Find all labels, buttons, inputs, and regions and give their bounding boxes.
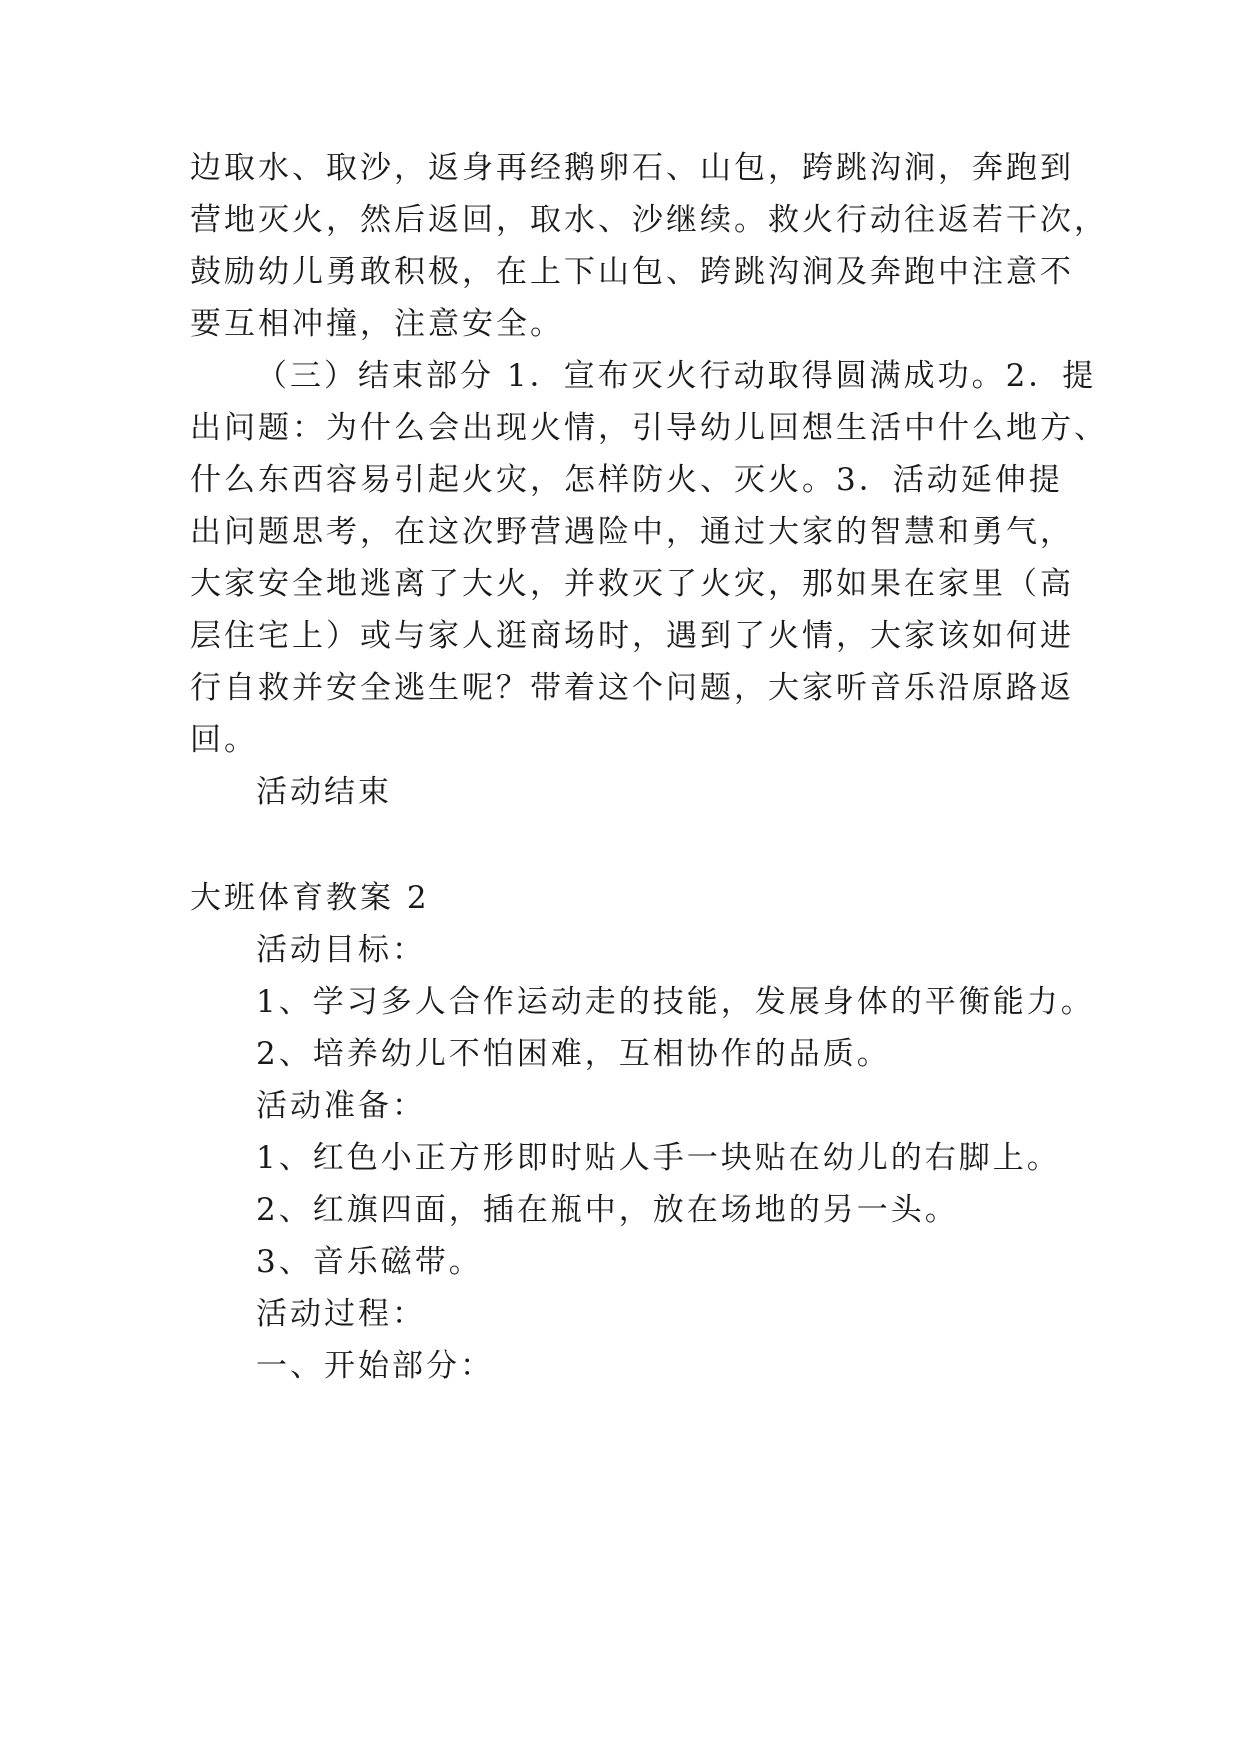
paragraph-line: 层住宅上）或与家人逛商场时，遇到了火情，大家该如何进 xyxy=(190,618,1074,654)
activity-end-label: 活动结束 xyxy=(256,774,392,810)
paragraph-line: 大家安全地逃离了大火，并救灭了火灾，那如果在家里（高 xyxy=(190,566,1074,602)
paragraph-line: 行自救并安全逃生呢？带着这个问题，大家听音乐沿原路返 xyxy=(190,670,1074,706)
paragraph-line: 营地灭火，然后返回，取水、沙继续。救火行动往返若干次， xyxy=(190,202,1108,238)
prep-item: 3、音乐磁带。 xyxy=(256,1244,483,1280)
prep-item: 1、红色小正方形即时贴人手一块贴在幼儿的右脚上。 xyxy=(256,1140,1061,1176)
paragraph-line: 鼓励幼儿勇敢积极，在上下山包、跨跳沟涧及奔跑中注意不 xyxy=(190,254,1074,290)
paragraph-line: 回。 xyxy=(190,722,258,758)
section-title: 大班体育教案 2 xyxy=(190,880,430,916)
paragraph-line: 要互相冲撞，注意安全。 xyxy=(190,306,564,342)
process-step: 一、开始部分： xyxy=(256,1348,494,1384)
goals-heading: 活动目标： xyxy=(256,932,426,968)
paragraph-line: 边取水、取沙，返身再经鹅卵石、山包，跨跳沟涧，奔跑到 xyxy=(190,150,1074,186)
paragraph-line: 出问题思考，在这次野营遇险中，通过大家的智慧和勇气， xyxy=(190,514,1074,550)
paragraph-line: （三）结束部分 1．宣布灭火行动取得圆满成功。2．提 xyxy=(256,358,1097,394)
process-heading: 活动过程： xyxy=(256,1296,426,1332)
goal-item: 2、培养幼儿不怕困难，互相协作的品质。 xyxy=(256,1036,891,1072)
goal-item: 1、学习多人合作运动走的技能，发展身体的平衡能力。 xyxy=(256,984,1095,1020)
prep-item: 2、红旗四面，插在瓶中，放在场地的另一头。 xyxy=(256,1192,959,1228)
prep-heading: 活动准备： xyxy=(256,1088,426,1124)
paragraph-line: 什么东西容易引起火灾，怎样防火、灭火。3．活动延伸提 xyxy=(190,462,1063,498)
paragraph-line: 出问题：为什么会出现火情，引导幼儿回想生活中什么地方、 xyxy=(190,410,1108,446)
